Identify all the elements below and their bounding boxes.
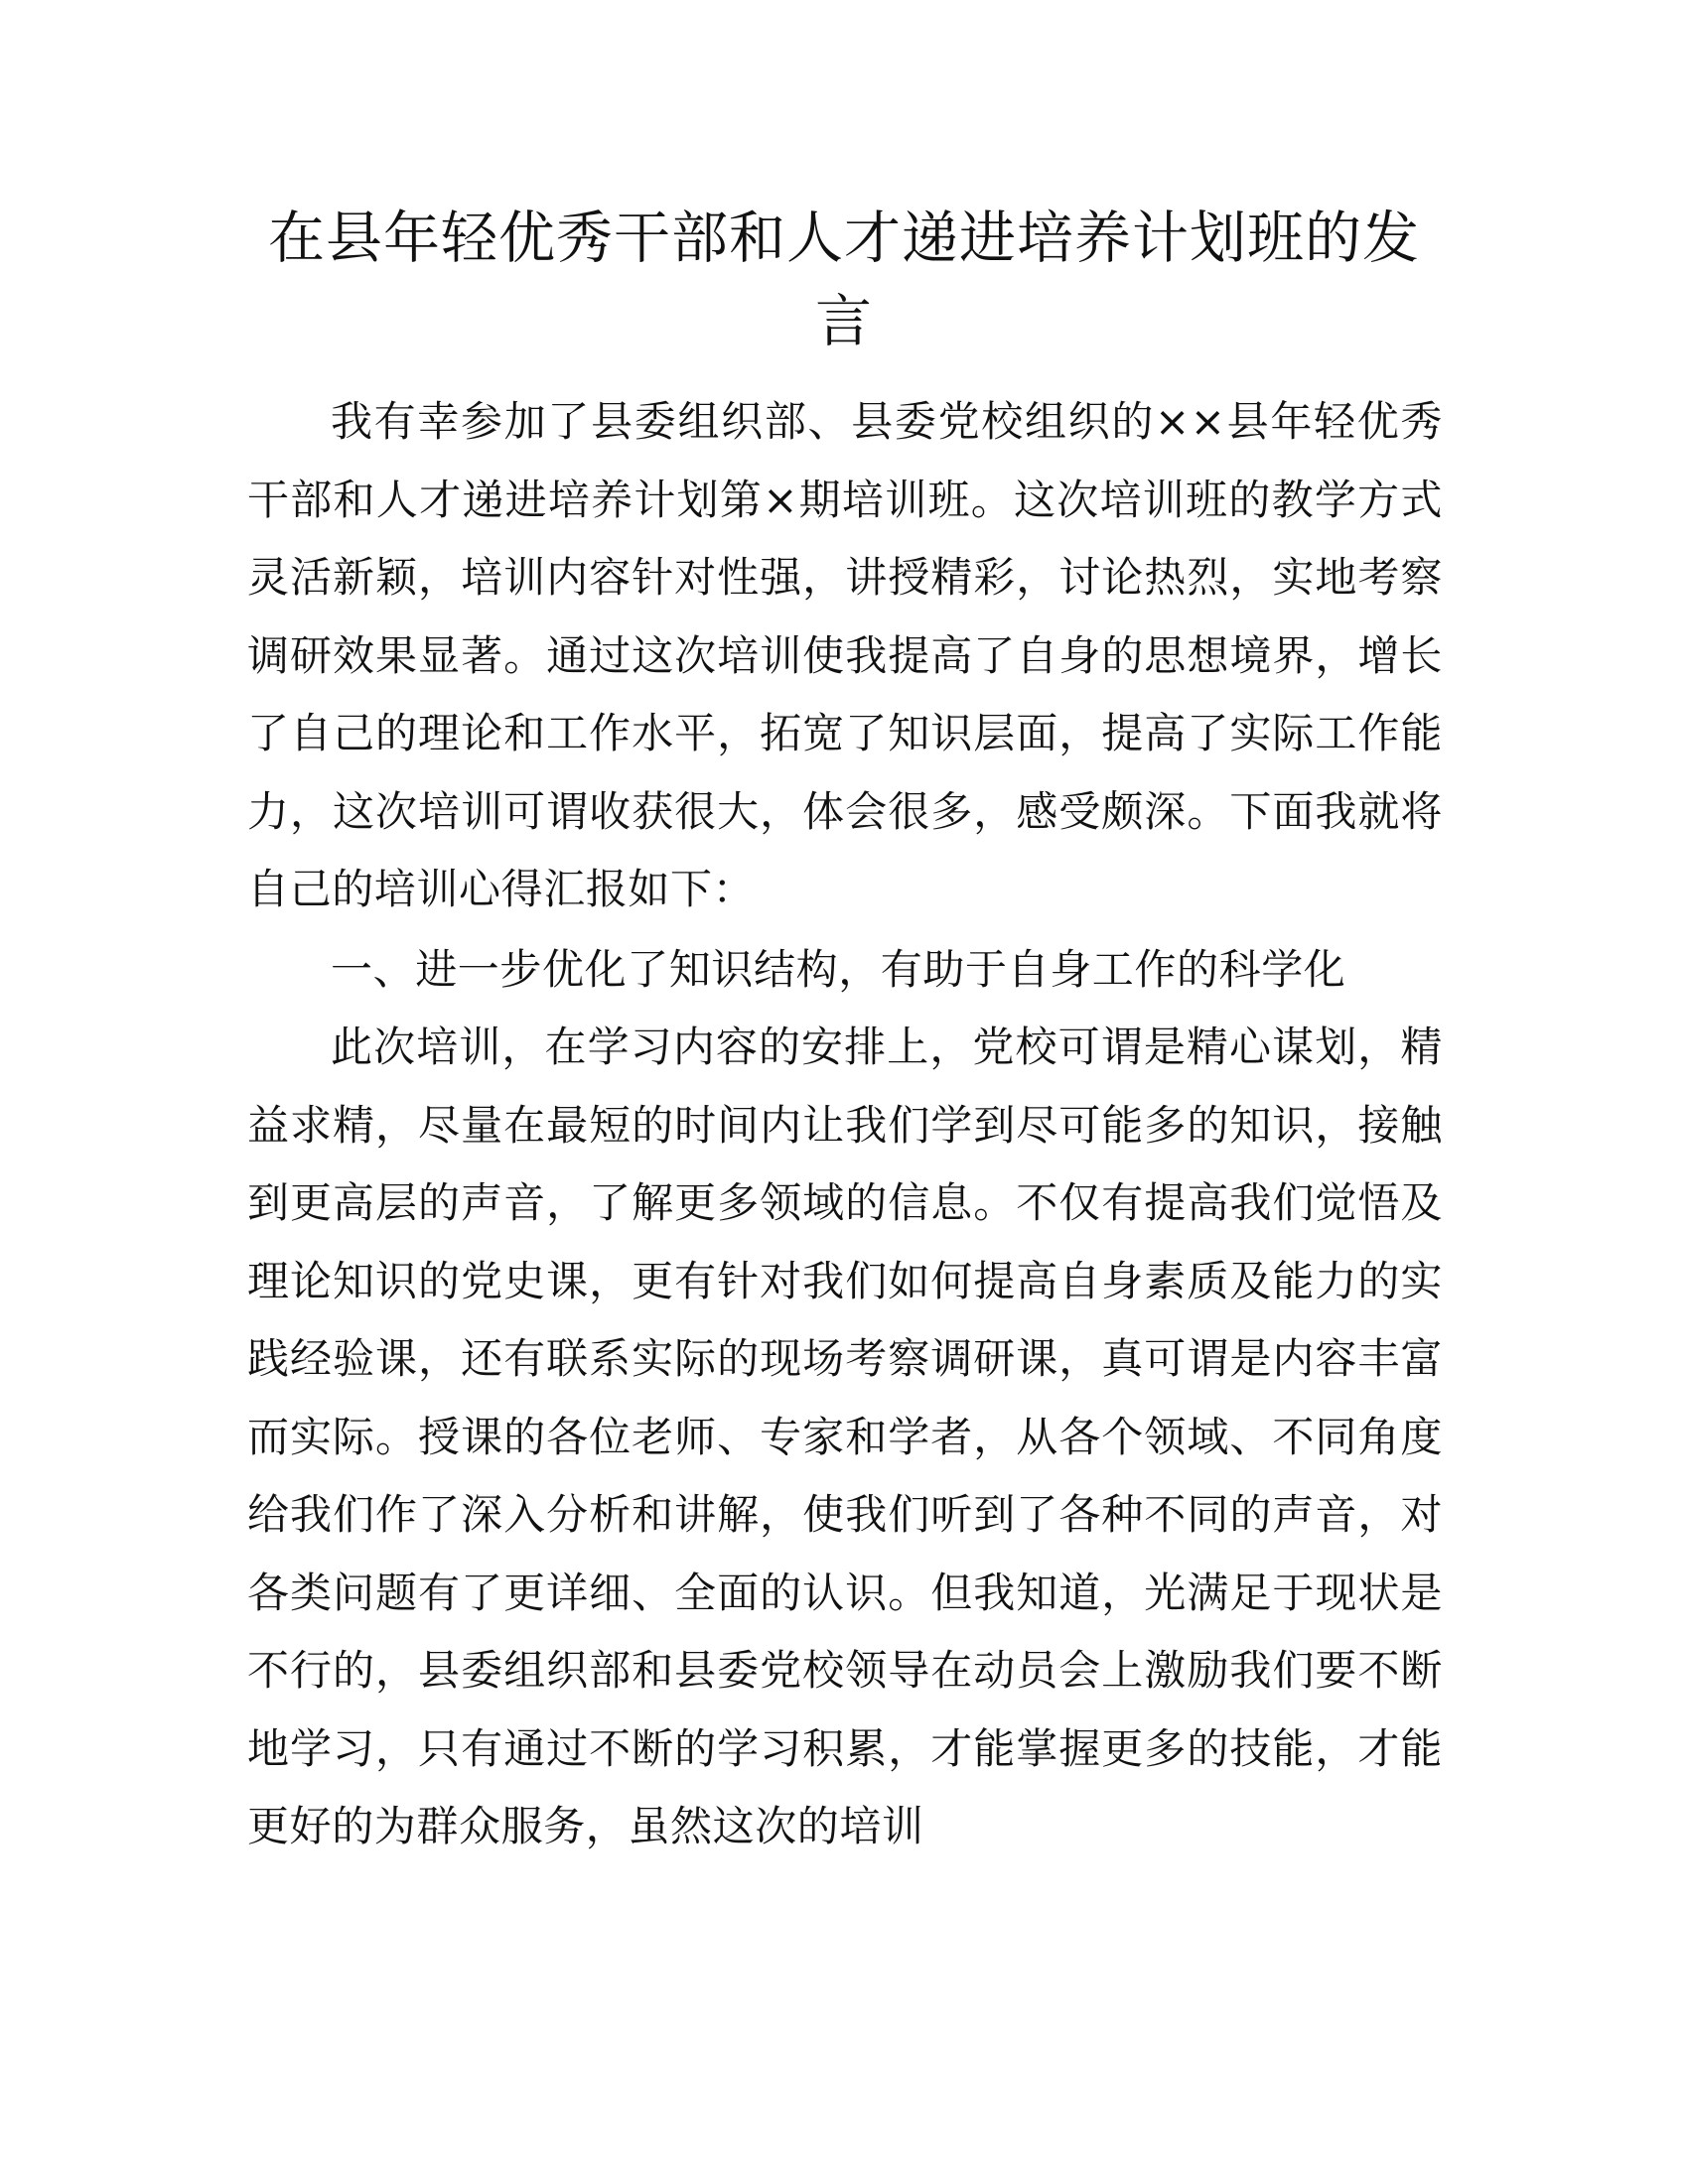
intro-paragraph: 我有幸参加了县委组织部、县委党校组织的××县年轻优秀干部和人才递进培养计划第×期培训班。这次培训班的教学方式灵活新颖，培训内容针对性强，讲授精彩，讨论热烈，实地考察调研效果显著。通过这次培训使我提高了自身的思想境界，增长了自己的理论和工作水平，拓宽了知识层面，提高了实际工作能力，这次培训可谓收获很大，体会很多，感受颇深。下面我就将自己的培训心得汇报如下：: [247, 397, 1443, 913]
section-1-paragraph: 此次培训，在学习内容的安排上，党校可谓是精心谋划，精益求精，尽量在最短的时间内让我们学到尽可能多的知识，接触到更高层的声音，了解更多领域的信息。不仅有提高我们觉悟及理论知识的党史课，更有针对我们如何提高自身素质及能力的实践经验课，还有联系实际的现场考察调研课，真可谓是内容丰富而实际。授课的各位老师、专家和学者，从各个领域、不同角度给我们作了深入分析和讲解，使我们听到了各种不同的声音，对各类问题有了更详细、全面的认识。但我知道，光满足于现状是不行的，县委组织部和县委党校领导在动员会上激励我们要不断地学习，只有通过不断的学习积累，才能掌握更多的技能，才能更好的为群众服务，虽然这次的培训: [247, 1023, 1443, 1850]
document-body: [247, 383, 1443, 1866]
document-title: 在县年轻优秀干部和人才递进培养计划班的发言: [268, 205, 1420, 354]
section-heading-1: 一、进一步优化了知识结构，有助于自身工作的科学化: [331, 944, 1346, 994]
